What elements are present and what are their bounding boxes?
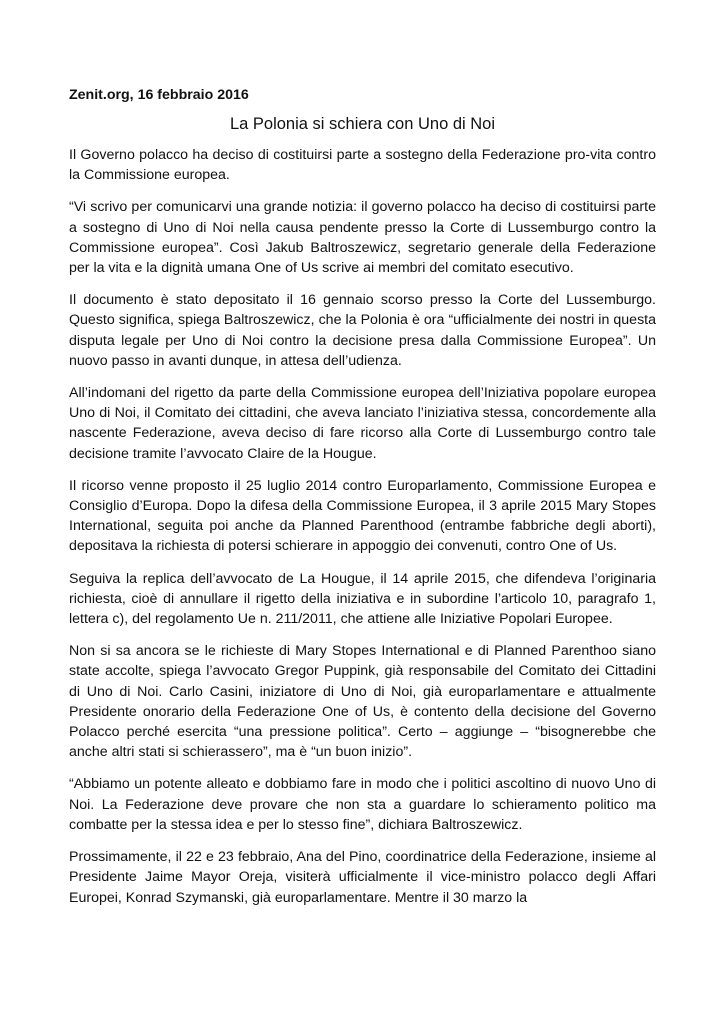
paragraph-1: Il Governo polacco ha deciso di costituirsi parte a sostegno della Federazione pro-vita contro la Commissione europea. — [69, 147, 656, 184]
paragraph-3: Il documento è stato depositato il 16 gennaio scorso presso la Corte del Lussemburgo. Questo significa, spiega Baltroszewicz, che la Polonia è ora “ufficialmente dei nostri in questa disputa legale per Uno di Noi contro la decisione presa dalla Commissione Europea”. Un nuovo passo in avanti dunque, in attesa dell’udienza. — [69, 292, 656, 369]
paragraph-5: Il ricorso venne proposto il 25 luglio 2014 contro Europarlamento, Commissione Europea e Consiglio d’Europa. Dopo la difesa della Commissione Europea, il 3 aprile 2015 Mary Stopes International, seguita poi anche da Planned Parenthood (entrambe fabbriche degli aborti), depositava la richiesta di potersi schierare in appoggio dei convenuti, contro One of Us. — [69, 477, 656, 555]
article-title: La Polonia si schiera con Uno di Noi — [229, 115, 496, 133]
paragraph-2: “Vi scrivo per comunicarvi una grande notizia: il governo polacco ha deciso di costituirsi parte a sostegno di Uno di Noi nella causa pendente presso la Corte di Lussemburgo contro la Commissione europea”. Così Jakub Baltroszewicz, segretario generale della Federazione per la vita e la dignità umana One of Us scrive ai membri del comitato esecutivo. — [69, 199, 656, 277]
article-body — [69, 145, 656, 908]
source-date-line: Zenit.org, 16 febbraio 2016 — [69, 87, 249, 103]
paragraph-9: Prossimamente, il 22 e 23 febbraio, Ana del Pino, coordinatrice della Federazione, insieme al Presidente Jaime Mayor Oreja, visiterà ufficialmente il vice-ministro polacco degli Affari Europei, Konrad Szymanski, già europarlamentare. Mentre il 30 marzo la — [69, 849, 656, 906]
paragraph-6: Seguiva la replica dell’avvocato de La Hougue, il 14 aprile 2015, che difendeva l’originaria richiesta, cioè di annullare il rigetto della iniziativa e in subordine l’articolo 10, paragrafo 1, lettera c), del regolamento Ue n. 211/2011, che attiene alle Iniziative Popolari Europee. — [69, 570, 656, 628]
paragraph-8: “Abbiamo un potente alleato e dobbiamo fare in modo che i politici ascoltino di nuovo Uno di Noi. La Federazione deve provare che non sta a guardare lo schieramento politico ma combatte per la stessa idea e per lo stesso fine”, dichiara Baltroszewicz. — [69, 776, 656, 833]
paragraph-4: All’indomani del rigetto da parte della Commissione europea dell’Iniziativa popolare europea Uno di Noi, il Comitato dei cittadini, che aveva lanciato l’iniziativa stessa, concordemente alla nascente Federazione, aveva deciso di fare ricorso alla Corte di Lussemburgo contro tale decisione tramite l’avvocato Claire de la Hougue. — [69, 385, 656, 462]
paragraph-7: Non si sa ancora se le richieste di Mary Stopes International e di Planned Parenthoo siano state accolte, spiega l’avvocato Gregor Puppink, già responsabile del Comitato dei Cittadini di Uno di Noi. Carlo Casini, iniziatore di Uno di Noi, già europarlamentare e attualmente Presidente onorario della Federazione One of Us, è contento della decisione del Governo Polacco perché esercita “una pressione politica”. Certo – aggiunge – “bisognerebbe che anche altri stati si schierassero”, ma è “un buon inizio”. — [69, 643, 656, 761]
